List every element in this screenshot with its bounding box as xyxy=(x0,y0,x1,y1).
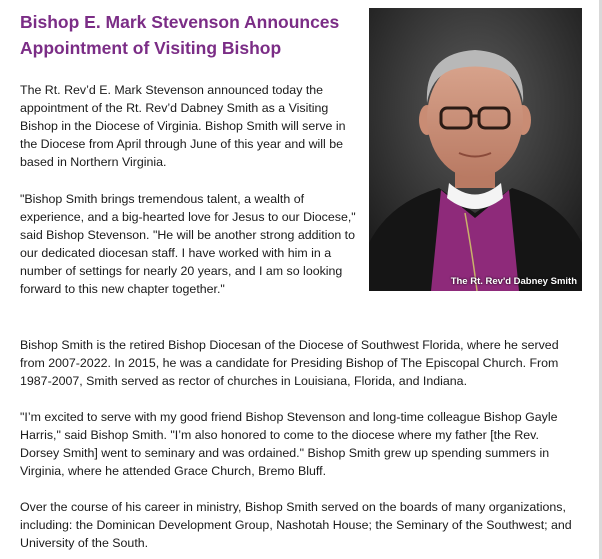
bishop-photo xyxy=(369,8,582,291)
article-paragraph: "Bishop Smith brings tremendous talent, a wealth of experience, and a big-hearted love for Jesus to our Diocese," said Bishop Stevenson. "He will be another strong addition to our dedicated diocesan staff. I have worked with him in a number of settings for nearly 20 years, and I am so looking forward to this new chapter together." xyxy=(20,192,356,296)
photo-caption: The Rt. Rev'd Dabney Smith xyxy=(450,276,577,287)
portrait-illustration xyxy=(369,8,582,291)
article-paragraph: The Rt. Rev’d E. Mark Stevenson announced today the appointment of the Rt. Rev’d Dabney Smith as a Visiting Bishop in the Diocese of Virginia. Bishop Smith will serve in the Diocese from April through June of this year and will be based in Northern Virginia. xyxy=(20,83,346,169)
article-paragraph: Bishop Smith is the retired Bishop Diocesan of the Diocese of Southwest Florida, where he served from 2007-2022. In 2015, he was a candidate for Presiding Bishop of The Episcopal Church. From 1987-2007, Smith served as rector of churches in Louisiana, Florida, and Indiana. xyxy=(20,338,559,388)
article-title: Bishop E. Mark Stevenson Announces Appointment of Visiting Bishop xyxy=(20,12,340,58)
article-paragraph: "I’m excited to serve with my good friend Bishop Stevenson and long-time colleague Bishop Gayle Harris," said Bishop Smith. "I’m also honored to come to the diocese where my father [the Rev. Dorsey Smith] went to seminary and was ordained." Bishop Smith grew up spending summers in Virginia, where he attended Grace Church, Bremo Bluff. xyxy=(20,410,558,478)
article-paragraph: Over the course of his career in ministry, Bishop Smith served on the boards of many organizations, including: the Dominican Development Group, Nashotah House; the Seminary of the Southwest; and University of the South. xyxy=(20,500,572,550)
